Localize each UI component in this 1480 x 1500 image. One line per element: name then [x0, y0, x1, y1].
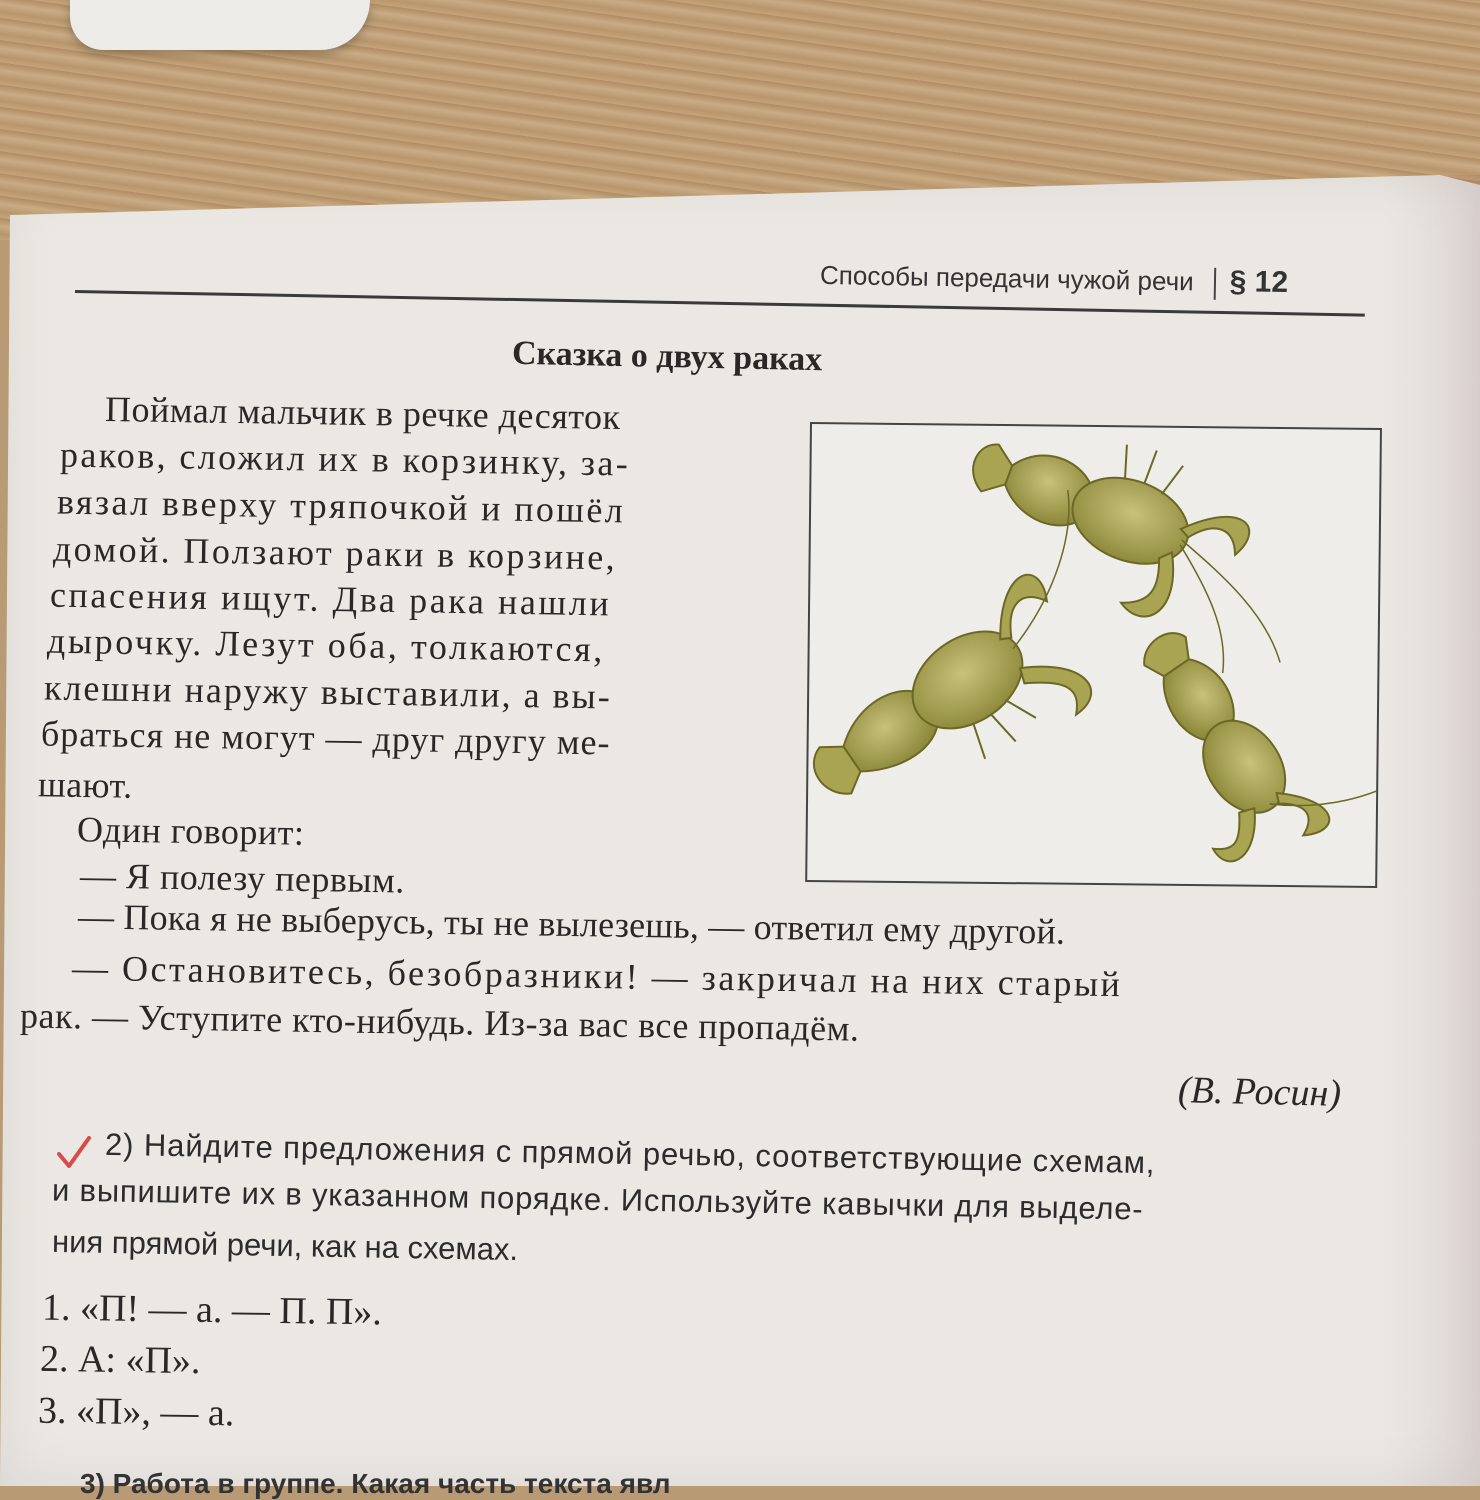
- story-line: раков, сложил их в корзинку, за-: [59, 434, 631, 484]
- story-line: рак. — Уступите кто-нибудь. Из-за вас все пропадём.: [19, 995, 860, 1049]
- crayfish-drawing: [807, 424, 1380, 886]
- scheme-item: 3. «П», — а.: [37, 1389, 235, 1435]
- story-line: Один говорит:: [76, 809, 305, 853]
- task-line: ния прямой речи, как на схемах.: [51, 1223, 519, 1268]
- story-line: — Остановитесь, безобразники! — закричал на них старый: [71, 947, 1123, 1005]
- story-line: — Пока я не выберусь, ты не вылезешь, — ответил ему другой.: [77, 896, 1066, 952]
- scheme-item: 2. А: «П».: [39, 1337, 201, 1383]
- running-head-separator: [1213, 268, 1216, 300]
- story-line: вязал вверху тряпочкой и пошёл: [56, 481, 626, 531]
- task-line: и выпишите их в указанном порядке. Используйте кавычки для выделе-: [51, 1172, 1144, 1227]
- checkmark-icon: [56, 1136, 92, 1170]
- next-task-fragment: 3) Работа в группе. Какая часть текста явл: [80, 1468, 671, 1499]
- scheme-item: 1. «П! — а. — П. П».: [41, 1286, 383, 1334]
- running-head: [820, 258, 1289, 301]
- story-title: Сказка о двух раках: [511, 334, 823, 379]
- story-line: шают.: [37, 764, 133, 806]
- section-number: § 12: [1229, 265, 1289, 300]
- story-line: Поймал мальчик в речке десяток: [104, 388, 621, 438]
- story-author: (В. Росин): [1177, 1069, 1342, 1115]
- story-line: дырочку. Лезут оба, толкаются,: [46, 620, 606, 670]
- task-line: 2) Найдите предложения с прямой речью, соответствующие схемам,: [104, 1126, 1156, 1181]
- story-line: клешни наружу выставили, а вы-: [43, 667, 613, 717]
- story-line: спасения ищут. Два рака нашли: [49, 574, 612, 624]
- story-line: домой. Ползают раки в корзине,: [52, 528, 618, 578]
- story-line: браться не могут — друг другу ме-: [40, 713, 611, 763]
- running-head-title: Способы передачи чужой речи: [819, 259, 1194, 297]
- crayfish-illustration: [805, 422, 1382, 888]
- story-line: — Я полезу первым.: [79, 855, 406, 901]
